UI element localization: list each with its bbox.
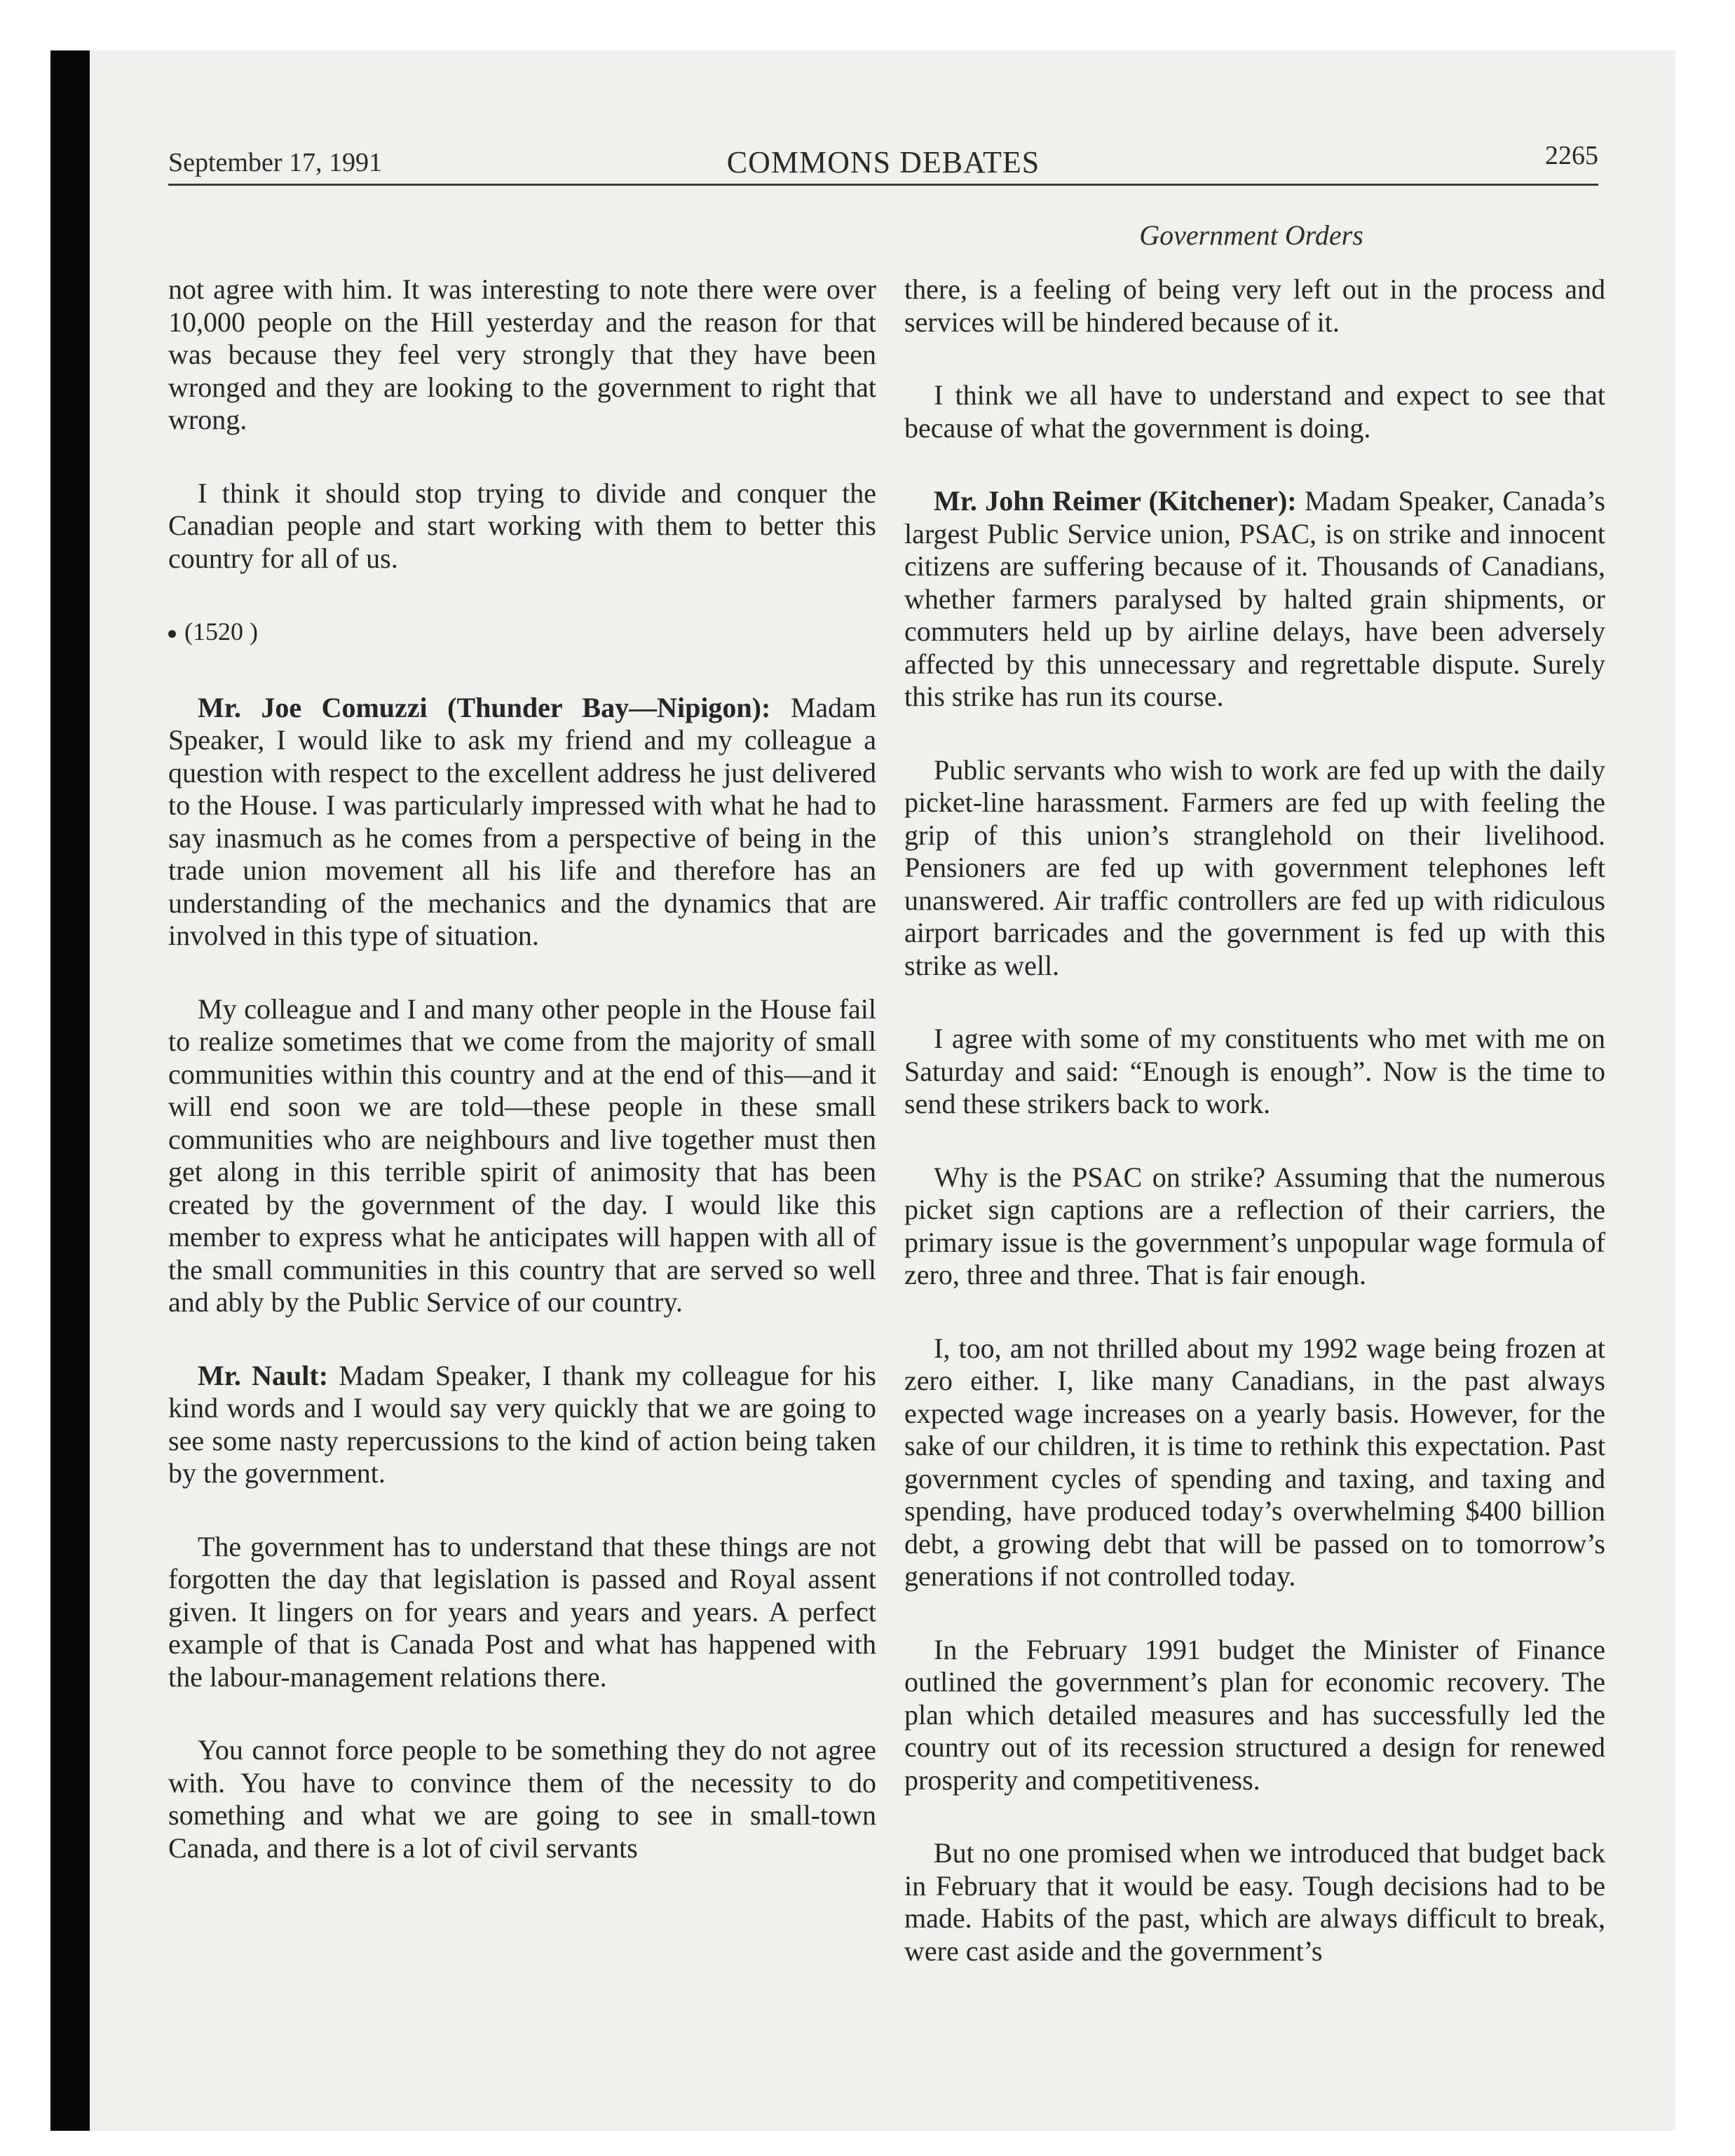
speech-text: Madam Speaker, I thank my colleague for his kind words and I would say very quickly that we are going to see some nasty repercussions to the kind of action being taken by the government. xyxy=(168,1359,876,1489)
running-header xyxy=(168,140,1598,189)
paragraph: Why is the PSAC on strike? Assuming that the numerous picket sign captions are a reflection of their carriers, the primary issue is the government’s unpopular wage formula of zero, three and three. That is fair enough. xyxy=(904,1161,1605,1290)
paragraph: But no one promised when we introduced that budget back in February that it would be easy. Tough decisions had to be made. Habits of the past, which are always difficult to break, were cast aside and the government’s xyxy=(904,1837,1605,1967)
speaker-name: Mr. Nault: xyxy=(198,1359,329,1391)
paragraph xyxy=(904,485,1605,714)
speech-text: Madam Speaker, I would like to ask my friend and my colleague a question with respect to the excellent address he just delivered to the House. I was particularly impressed with what he had to say inasmuch as he comes from a perspective of being in the trade union movement all his life and therefore has an understanding of the mechanics and the dynamics that are involved in this type of situation. xyxy=(168,691,877,951)
speaker-name: Mr. Joe Comuzzi (Thunder Bay—Nipigon): xyxy=(198,691,771,723)
header-date: September 17, 1991 xyxy=(168,148,383,177)
speech-text: Madam Speaker, Canada’s largest Public Service union, PSAC, is on strike and innocent citizens are suffering because of it. Thousands of Canadians, whether farmers paralysed by halted grain shipments, or commuters held up by airline delays, have been adversely affected by this unnecessary and regrettable dispute. Surely this strike has run its course. xyxy=(904,485,1605,712)
paragraph: I think we all have to understand and expect to see that because of what the government is doing. xyxy=(904,379,1605,444)
paragraph: In the February 1991 budget the Minister of Finance outlined the government’s plan for economic recovery. The plan which detailed measures and has successfully led the country out of its recession structured a design for renewed prosperity and competitiveness. xyxy=(904,1633,1605,1796)
paragraph xyxy=(168,1360,876,1490)
bullet-icon xyxy=(168,630,176,638)
time-marker xyxy=(168,615,876,648)
right-column xyxy=(904,273,1605,2008)
paragraph: I, too, am not thrilled about my 1992 wage being frozen at zero either. I, like many Canadians, in the past always expected wage increases on a yearly basis. However, for the sake of our children, it is time to rethink this expectation. Past government cycles of spending and taxing, and taxing and spending, have produced today’s overwhelming $400 billion debt, a growing debt that will be passed on to tomorrow’s generations if not controlled today. xyxy=(904,1332,1605,1592)
paragraph: You cannot force people to be something they do not agree with. You have to convince them of the necessity to do something and what we are going to see in small-town Canada, and there is a lot of civil servants xyxy=(168,1734,876,1864)
paragraph: not agree with him. It was interesting to note there were over 10,000 people on the Hill yesterday and the reason for that was because they feel very strongly that they have been wronged and they are looking to the government to right that wrong. xyxy=(168,273,876,435)
paragraph xyxy=(168,692,876,953)
header-rule xyxy=(168,184,1598,186)
header-journal-title: COMMONS DEBATES xyxy=(726,145,1040,179)
header-page-number: 2265 xyxy=(1545,141,1598,170)
section-title: Government Orders xyxy=(1139,219,1363,251)
paragraph: Public servants who wish to work are fed up with the daily picket-line harassment. Farmers are fed up with feeling the grip of this union’s stranglehold on their livelihood. Pensioners are fed up with government telephones left unanswered. Air traffic controllers are fed up with ridiculous airport barricades and the government is fed up with this strike as well. xyxy=(904,753,1605,981)
paragraph: I agree with some of my constituents who met with me on Saturday and said: “Enough is enough”. Now is the time to send these strikers back to work. xyxy=(904,1023,1605,1119)
paragraph: My colleague and I and many other people in the House fail to realize sometimes that we come from the majority of small communities within this country and at the end of this—and it will end soon we are told—these people in these small communities who are neighbours and live together must then get along in this terrible spirit of animosity that has been created by the government of the day. I would like this member to express what he anticipates will happen with all of the small communities in this country that are served so well and ably by the Public Service of our country. xyxy=(168,992,876,1318)
paragraph: The government has to understand that these things are not forgotten the day that legislation is passed and Royal assent given. It lingers on for years and years and years. A perfect example of that is Canada Post and what has happened with the labour-management relations there. xyxy=(168,1530,876,1693)
speaker-name: Mr. John Reimer (Kitchener): xyxy=(934,485,1297,517)
paragraph: I think it should stop trying to divide and conquer the Canadian people and start working with them to better this country for all of us. xyxy=(168,477,876,574)
paragraph: there, is a feeling of being very left out in the process and services will be hindered because of it. xyxy=(904,273,1605,338)
time-marker-text: (1520 ) xyxy=(184,618,258,646)
left-column xyxy=(168,273,876,1905)
scan-binding-edge xyxy=(50,50,90,2131)
